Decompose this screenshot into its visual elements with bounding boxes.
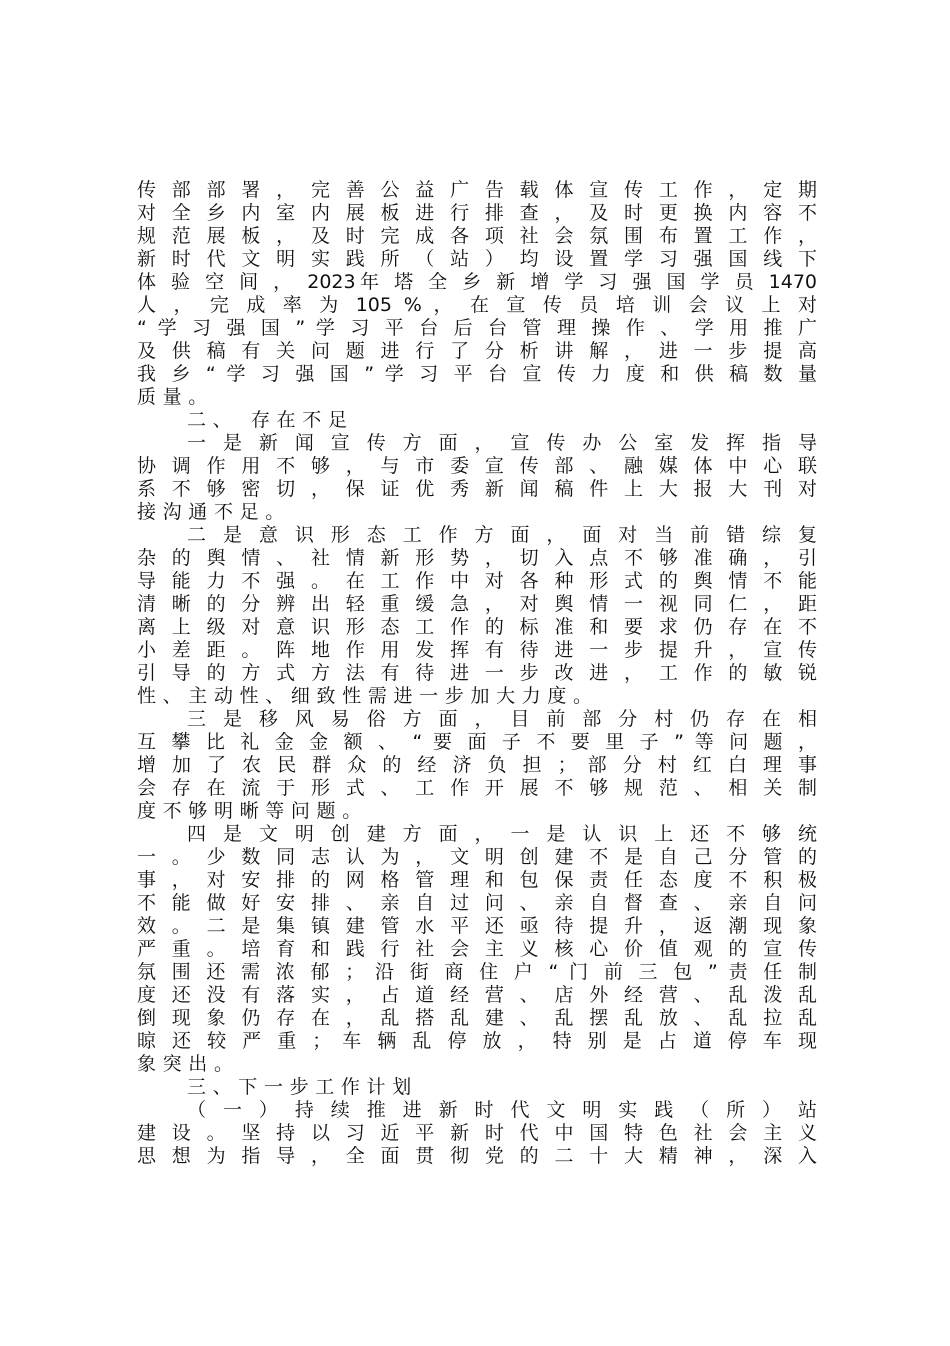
- text-line: 会 存 在 流 于 形 式 、 工 作 开 展 不 够 规 范 、 相 关 制: [137, 777, 817, 799]
- text-line: 清 晰 的 分 辨 出 轻 重 缓 急 ， 对 舆 情 一 视 同 仁 ， 距: [137, 593, 817, 615]
- text-line: 度 还 没 有 落 实 ， 占 道 经 营 、 店 外 经 营 、 乱 泼 乱: [137, 984, 817, 1006]
- text-line: 人 ， 完 成 率 为 105 % ， 在 宣 传 员 培 训 会 议 上 对: [137, 294, 817, 316]
- text-line: 杂 的 舆 情 、 社 情 新 形 势 ， 切 入 点 不 够 准 确 ， 引: [137, 547, 817, 569]
- text-line: 增 加 了 农 民 群 众 的 经 济 负 担 ； 部 分 村 红 白 理 事: [137, 754, 817, 776]
- text-line: 互 攀 比 礼 金 金 额 、 “ 要 面 子 不 要 里 子 ” 等 问 题 ，: [137, 731, 817, 753]
- text-line: 体 验 空 间 ， 2023年 塔 全 乡 新 增 学 习 强 国 学 员 1470: [137, 271, 817, 293]
- text-line: 思 想 为 指 导 ， 全 面 贯 彻 党 的 二 十 大 精 神 ， 深 入: [137, 1145, 817, 1167]
- text-line: 四 是 文 明 创 建 方 面 ， 一 是 认 识 上 还 不 够 统: [187, 823, 817, 845]
- text-line: 我 乡 “ 学 习 强 国 ” 学 习 平 台 宣 传 力 度 和 供 稿 数 量: [137, 363, 817, 385]
- text-line: 二、 存在不足: [187, 409, 354, 431]
- text-line: 一 是 新 闻 宣 传 方 面 ， 宣 传 办 公 室 发 挥 指 导: [187, 432, 817, 454]
- text-line: （ 一 ） 持 续 推 进 新 时 代 文 明 实 践 （ 所 ） 站: [187, 1099, 817, 1121]
- text-line: 三 是 移 风 易 俗 方 面 ， 目 前 部 分 村 仍 存 在 相: [187, 708, 817, 730]
- text-line: 引 导 的 方 式 方 法 有 待 进 一 步 改 进 ， 工 作 的 敏 锐: [137, 662, 817, 684]
- text-line: “ 学 习 强 国 ” 学 习 平 台 后 台 管 理 操 作 、 学 用 推 广: [137, 317, 817, 339]
- text-line: 氛 围 还 需 浓 郁 ； 沿 街 商 住 户 “ 门 前 三 包 ” 责 任 制: [137, 961, 817, 983]
- text-line: 离 上 级 对 意 识 形 态 工 作 的 标 准 和 要 求 仍 存 在 不: [137, 616, 817, 638]
- text-line: 协 调 作 用 不 够 ， 与 市 委 宣 传 部 、 融 媒 体 中 心 联: [137, 455, 817, 477]
- text-line: 事 ， 对 安 排 的 网 格 管 理 和 包 保 责 任 态 度 不 积 极: [137, 869, 817, 891]
- text-line: 新 时 代 文 明 实 践 所 （ 站 ） 均 设 置 学 习 强 国 线 下: [137, 248, 817, 270]
- text-line: 导 能 力 不 强 。 在 工 作 中 对 各 种 形 式 的 舆 情 不 能: [137, 570, 817, 592]
- text-line: 效 。 二 是 集 镇 建 管 水 平 还 亟 待 提 升 ， 返 潮 现 象: [137, 915, 817, 937]
- text-line: 象突出。: [137, 1053, 240, 1075]
- text-line: 小 差 距 。 阵 地 作 用 发 挥 有 待 进 一 步 提 升 ， 宣 传: [137, 639, 817, 661]
- text-line: 系 不 够 密 切 ， 保 证 优 秀 新 闻 稿 件 上 大 报 大 刊 对: [137, 478, 817, 500]
- body-text: [137, 179, 817, 1168]
- text-line: 严 重 。 培 育 和 践 行 社 会 主 义 核 心 价 值 观 的 宣 传: [137, 938, 817, 960]
- text-line: 建 设 。 坚 持 以 习 近 平 新 时 代 中 国 特 色 社 会 主 义: [137, 1122, 817, 1144]
- text-line: 接沟通不足。: [137, 501, 291, 523]
- text-line: 规 范 展 板 ， 及 时 完 成 各 项 社 会 氛 围 布 置 工 作 ，: [137, 225, 817, 247]
- text-line: 晾 还 较 严 重 ； 车 辆 乱 停 放 ， 特 别 是 占 道 停 车 现: [137, 1030, 817, 1052]
- text-line: 度不够明晰等问题。: [137, 800, 368, 822]
- text-line: 不 能 做 好 安 排 、 亲 自 过 问 、 亲 自 督 查 、 亲 自 问: [137, 892, 817, 914]
- text-line: 倒 现 象 仍 存 在 ， 乱 搭 乱 建 、 乱 摆 乱 放 、 乱 拉 乱: [137, 1007, 817, 1029]
- text-line: 三、下一步工作计划: [187, 1076, 418, 1098]
- text-line: 质量。: [137, 386, 214, 408]
- text-line: 性、主动性、细致性需进一步加大力度。: [137, 685, 599, 707]
- text-line: 及 供 稿 有 关 问 题 进 行 了 分 析 讲 解 ， 进 一 步 提 高: [137, 340, 817, 362]
- text-line: 传 部 部 署 ， 完 善 公 益 广 告 载 体 宣 传 工 作 ， 定 期: [137, 179, 817, 201]
- text-line: 二 是 意 识 形 态 工 作 方 面 ， 面 对 当 前 错 综 复: [187, 524, 817, 546]
- text-line: 一 。 少 数 同 志 认 为 ， 文 明 创 建 不 是 自 己 分 管 的: [137, 846, 817, 868]
- text-line: 对 全 乡 内 室 内 展 板 进 行 排 查 ， 及 时 更 换 内 容 不: [137, 202, 817, 224]
